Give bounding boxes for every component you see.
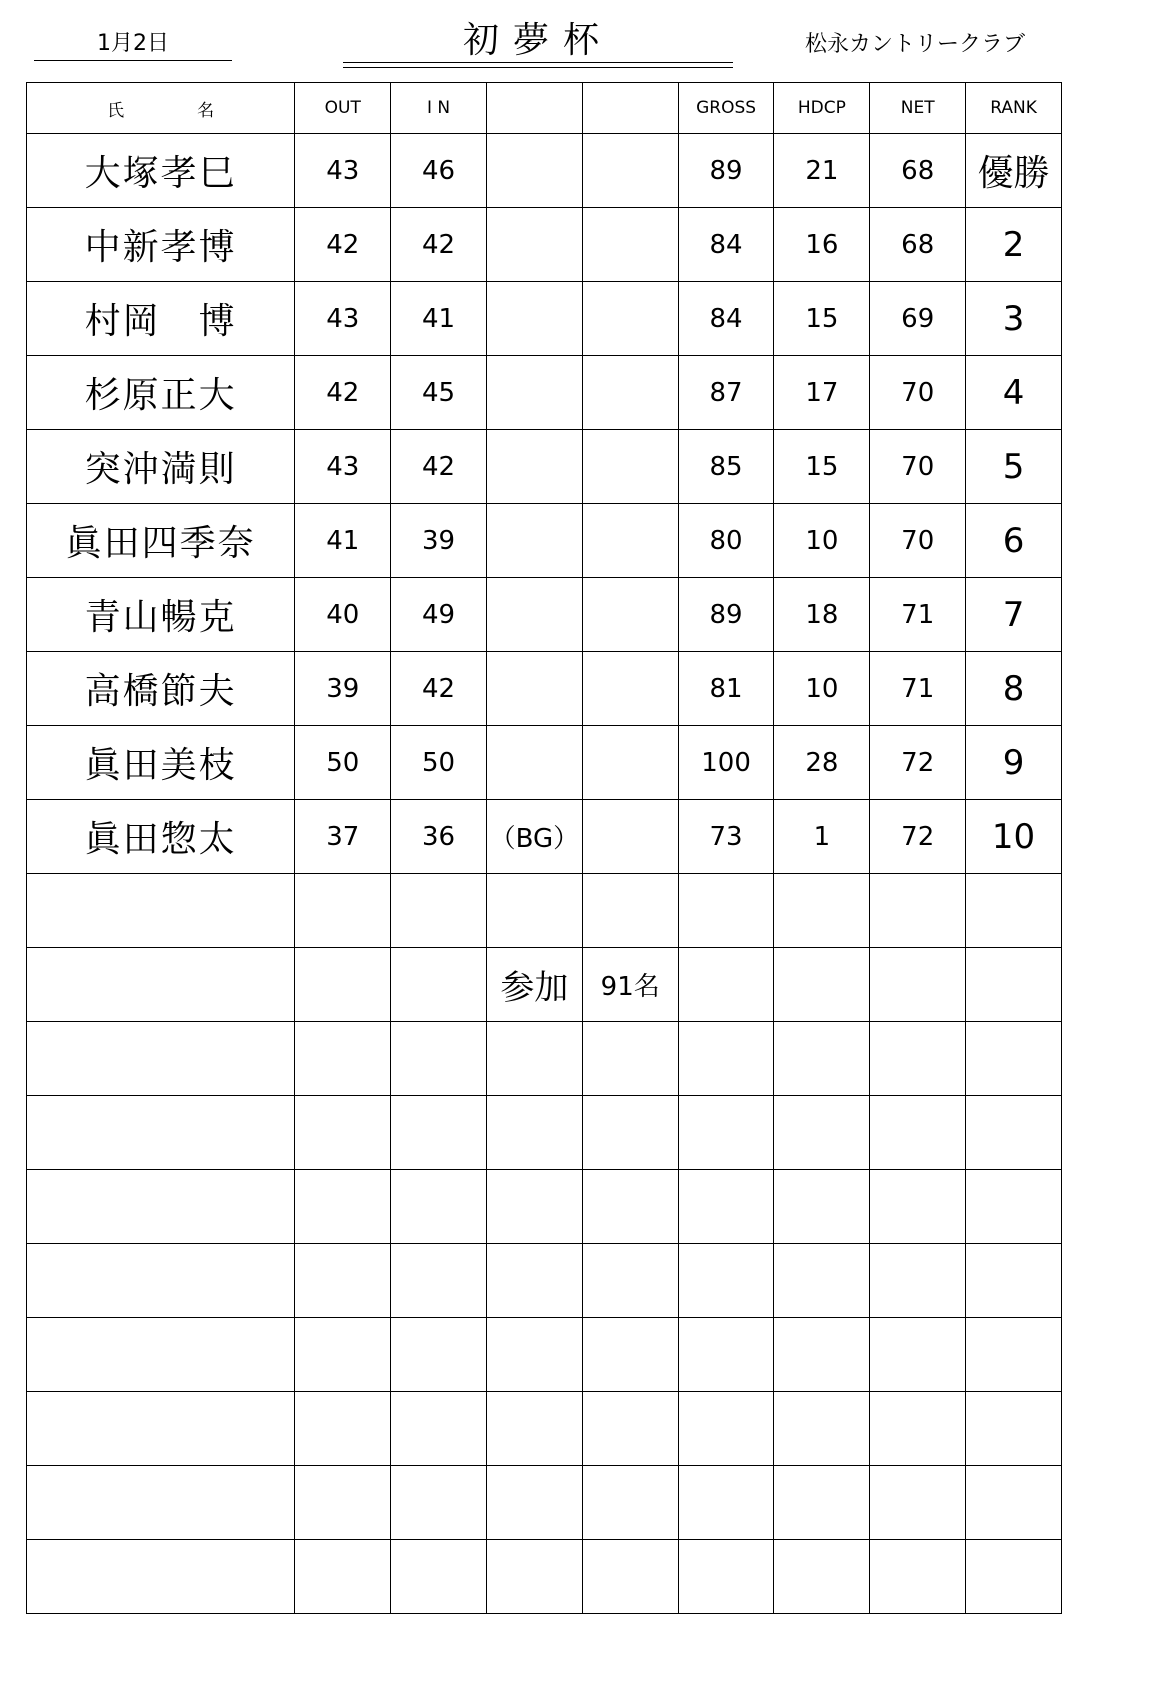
table-row [27, 800, 1062, 874]
title-underline-bottom [343, 67, 733, 68]
header-row [27, 83, 1062, 134]
participants-label: 参加 [486, 948, 582, 1022]
column-header-out: OUT [295, 83, 391, 134]
out-score: 40 [295, 578, 391, 652]
handicap: 18 [774, 578, 870, 652]
empty-row [27, 1318, 1062, 1392]
column-header-net: NET [870, 83, 966, 134]
empty-row [27, 1540, 1062, 1614]
note-cell [486, 134, 582, 208]
gross-score: 81 [678, 652, 774, 726]
in-score: 36 [391, 800, 487, 874]
handicap: 17 [774, 356, 870, 430]
gross-score: 73 [678, 800, 774, 874]
gross-score: 85 [678, 430, 774, 504]
out-score: 37 [295, 800, 391, 874]
player-name: 中新孝博 [27, 208, 295, 282]
handicap: 15 [774, 282, 870, 356]
rank: 4 [966, 356, 1062, 430]
blank-cell [582, 726, 678, 800]
net-score: 69 [870, 282, 966, 356]
table-row [27, 504, 1062, 578]
handicap: 10 [774, 652, 870, 726]
blank-cell [582, 134, 678, 208]
blank-cell [582, 282, 678, 356]
gross-score: 87 [678, 356, 774, 430]
handicap: 21 [774, 134, 870, 208]
in-score: 45 [391, 356, 487, 430]
player-name: 杉原正大 [27, 356, 295, 430]
empty-row [27, 1096, 1062, 1170]
column-header-name: 氏 名 [27, 83, 295, 134]
blank-cell [582, 504, 678, 578]
event-title: 初夢杯 [462, 20, 613, 61]
net-score: 68 [870, 134, 966, 208]
player-name: 眞田美枝 [27, 726, 295, 800]
rank: 8 [966, 652, 1062, 726]
rank: 優勝 [966, 134, 1062, 208]
note-cell [486, 652, 582, 726]
blank-cell [582, 208, 678, 282]
blank-cell [582, 430, 678, 504]
note-cell [486, 356, 582, 430]
rank: 7 [966, 578, 1062, 652]
handicap: 16 [774, 208, 870, 282]
net-score: 71 [870, 578, 966, 652]
gross-score: 84 [678, 282, 774, 356]
out-score: 43 [295, 282, 391, 356]
in-score: 50 [391, 726, 487, 800]
gross-score: 84 [678, 208, 774, 282]
table-row [27, 282, 1062, 356]
in-score: 49 [391, 578, 487, 652]
blank-cell [582, 356, 678, 430]
rank: 6 [966, 504, 1062, 578]
player-name: 突沖満則 [27, 430, 295, 504]
net-score: 72 [870, 726, 966, 800]
player-name: 大塚孝巳 [27, 134, 295, 208]
column-header-blank-2 [582, 83, 678, 134]
empty-row [27, 1022, 1062, 1096]
event-date: 1月2日 [34, 28, 232, 61]
table-row [27, 356, 1062, 430]
note-cell [486, 430, 582, 504]
in-score: 46 [391, 134, 487, 208]
club-name: 松永カントリークラブ [805, 32, 1026, 57]
out-score: 43 [295, 430, 391, 504]
column-header-hdcp: HDCP [774, 83, 870, 134]
out-score: 50 [295, 726, 391, 800]
rank: 9 [966, 726, 1062, 800]
gross-score: 80 [678, 504, 774, 578]
empty-row [27, 874, 1062, 948]
in-score: 41 [391, 282, 487, 356]
note-cell [486, 504, 582, 578]
handicap: 28 [774, 726, 870, 800]
rank: 2 [966, 208, 1062, 282]
in-score: 42 [391, 430, 487, 504]
note-cell [486, 208, 582, 282]
table-row [27, 430, 1062, 504]
note-cell [486, 578, 582, 652]
player-name: 眞田惣太 [27, 800, 295, 874]
blank-cell [582, 800, 678, 874]
gross-score: 100 [678, 726, 774, 800]
out-score: 43 [295, 134, 391, 208]
net-score: 72 [870, 800, 966, 874]
rank: 5 [966, 430, 1062, 504]
column-header-in: I N [391, 83, 487, 134]
rank: 3 [966, 282, 1062, 356]
net-score: 70 [870, 430, 966, 504]
gross-score: 89 [678, 578, 774, 652]
table-row [27, 578, 1062, 652]
out-score: 41 [295, 504, 391, 578]
in-score: 42 [391, 652, 487, 726]
player-name: 村岡 博 [27, 282, 295, 356]
results-table [26, 82, 1062, 1614]
player-name: 眞田四季奈 [27, 504, 295, 578]
empty-row [27, 1244, 1062, 1318]
blank-cell [582, 652, 678, 726]
column-header-blank-1 [486, 83, 582, 134]
net-score: 70 [870, 504, 966, 578]
table-row [27, 726, 1062, 800]
title-underline-top [343, 62, 733, 63]
net-score: 71 [870, 652, 966, 726]
net-score: 70 [870, 356, 966, 430]
empty-row [27, 1170, 1062, 1244]
gross-score: 89 [678, 134, 774, 208]
out-score: 42 [295, 356, 391, 430]
table-row [27, 208, 1062, 282]
participants-count: 91名 [582, 948, 678, 1022]
player-name: 青山暢克 [27, 578, 295, 652]
blank-cell [582, 578, 678, 652]
empty-row [27, 1392, 1062, 1466]
participants-row [27, 948, 1062, 1022]
note-cell [486, 726, 582, 800]
table-row [27, 134, 1062, 208]
table-row [27, 652, 1062, 726]
in-score: 42 [391, 208, 487, 282]
in-score: 39 [391, 504, 487, 578]
note-cell [486, 282, 582, 356]
rank: 10 [966, 800, 1062, 874]
handicap: 1 [774, 800, 870, 874]
handicap: 10 [774, 504, 870, 578]
empty-row [27, 1466, 1062, 1540]
player-name: 高橋節夫 [27, 652, 295, 726]
column-header-gross: GROSS [678, 83, 774, 134]
note-cell: （BG） [486, 800, 582, 874]
net-score: 68 [870, 208, 966, 282]
column-header-rank: RANK [966, 83, 1062, 134]
out-score: 42 [295, 208, 391, 282]
handicap: 15 [774, 430, 870, 504]
out-score: 39 [295, 652, 391, 726]
